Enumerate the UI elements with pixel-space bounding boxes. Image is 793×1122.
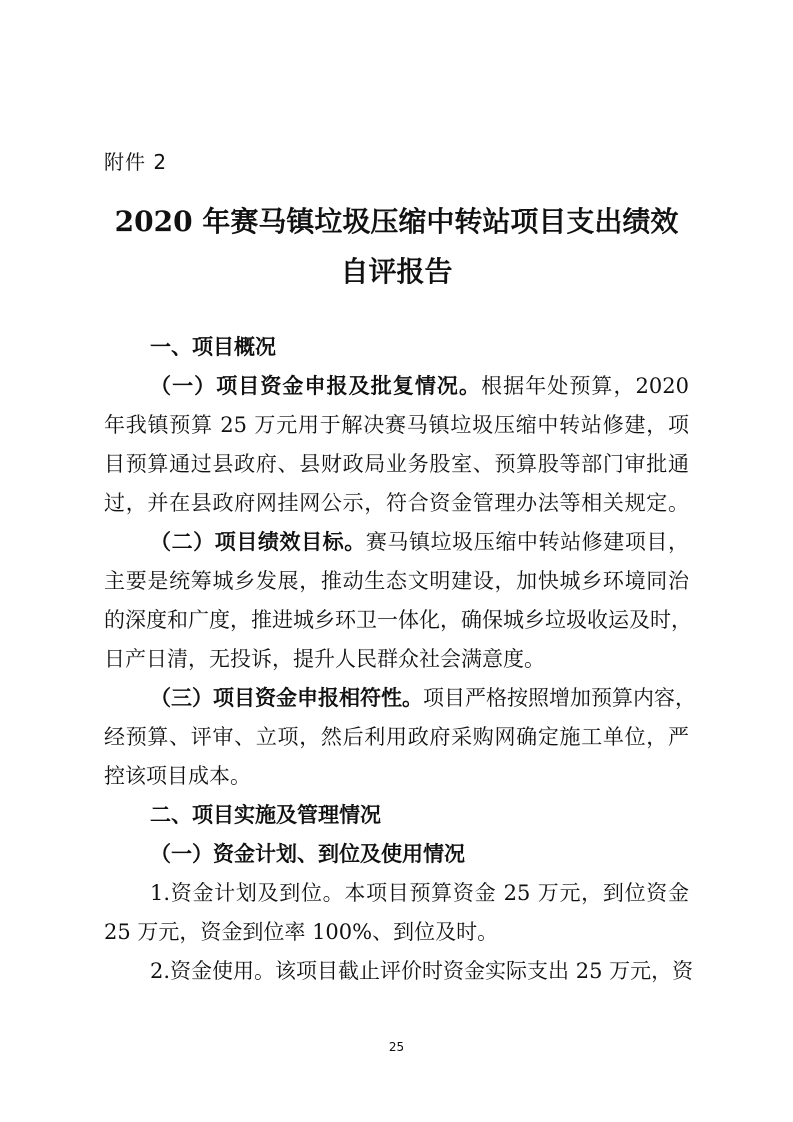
report-title-line-2: 自评报告 [340,255,453,288]
attachment-label: 附件 2 [104,150,168,174]
paragraph-1-line-4: 过，并在县政府网挂网公示，符合资金管理办法等相关规定。 [104,491,689,515]
section-1-heading: 一、项目概况 [150,335,276,359]
report-title-line-1: 2020 年赛马镇垃圾压缩中转站项目支出绩效 [114,205,679,238]
paragraph-2-line-3: 的深度和广度，推进城乡环卫一体化，确保城乡垃圾收运及时， [104,608,692,632]
paragraph-3-line-3: 控该项目成本。 [104,764,251,788]
paragraph-1-text: 根据年处预算，2020 [481,374,689,398]
paragraph-3-label: （三）项目资金申报相符性。 [150,685,423,710]
page-number: 25 [388,1040,405,1054]
item-1-line-1: 1.资金计划及到位。本项目预算资金 25 万元，到位资金 [150,881,689,905]
paragraph-3-line-1 [150,685,696,711]
section-2-heading: 二、项目实施及管理情况 [150,803,381,827]
paragraph-1-line-2: 年我镇预算 25 万元用于解决赛马镇垃圾压缩中转站修建，项 [104,413,689,437]
item-2-line-1: 2.资金使用。该项目截止评价时资金实际支出 25 万元，资 [150,959,694,983]
paragraph-3-text: 项目严格按照增加预算内容， [423,686,696,710]
paragraph-1-line-1 [150,373,689,399]
paragraph-2-line-4: 日产日清，无投诉，提升人民群众社会满意度。 [104,647,545,671]
paragraph-2-text: 赛马镇垃圾压缩中转站修建项目， [365,530,690,554]
paragraph-1-label: （一）项目资金申报及批复情况。 [150,373,482,398]
section-2-subheading: （一）资金计划、到位及使用情况 [150,841,465,866]
paragraph-2-line-1 [150,529,689,555]
paragraph-2-label: （二）项目绩效目标。 [150,529,366,554]
paragraph-3-line-2: 经预算、评审、立项，然后利用政府采购网确定施工单位，严 [104,725,689,749]
paragraph-1-line-3: 目预算通过县政府、县财政局业务股室、预算股等部门审批通 [104,452,689,476]
item-1-line-2: 25 万元，资金到位率 100%、到位及时。 [104,920,499,944]
paragraph-2-line-2: 主要是统筹城乡发展，推动生态文明建设，加快城乡环境同治 [104,569,689,593]
